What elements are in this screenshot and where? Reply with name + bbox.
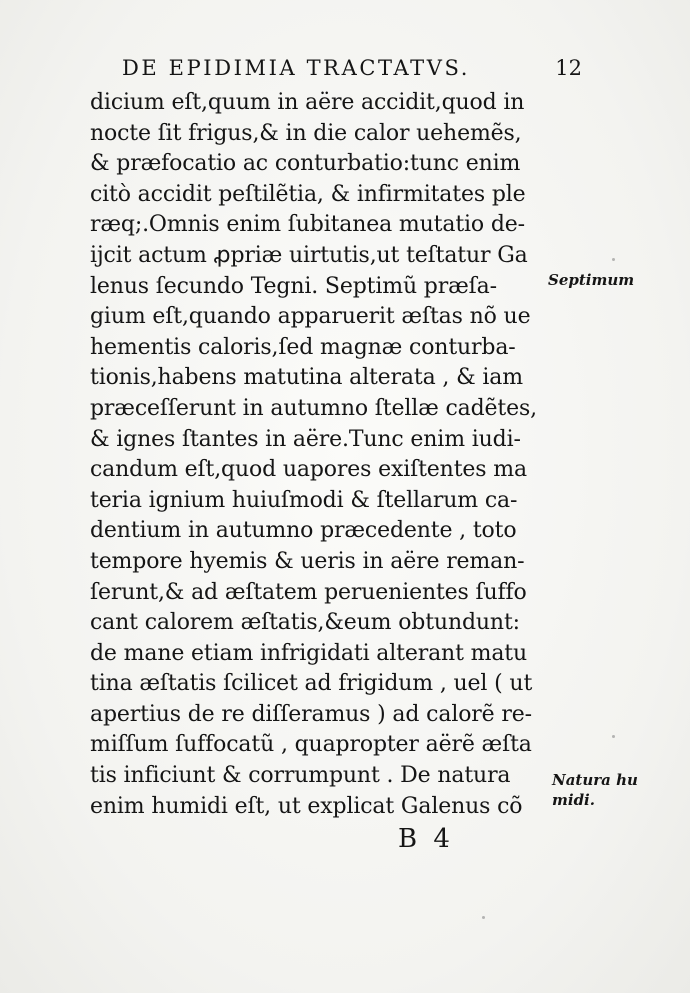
text-line: miſſum ſuffocatũ , quapropter aërẽ æſta [90,732,532,758]
paper-speck [612,258,615,261]
text-line: ſerunt,& ad æſtatem peruenientes ſuffo [90,579,527,605]
text-line: dentium in autumno præcedente , toto [90,518,517,544]
text-line: ijcit actum ꝓpriæ uirtutis,ut teſtatur Ga [90,242,528,268]
signature-mark: B 4 [398,824,454,854]
text-line: teria ignium huiuſmodi & ſtellarum ca- [90,487,518,513]
text-line: præceſſerunt in autumno ſtellæ cadẽtes, [90,395,537,421]
text-line: enim humidi eſt, ut explicat Galenus cõ [90,793,523,819]
main-text-block [90,88,550,822]
text-line: nocte ſit frigus,& in die calor uehemẽs, [90,120,522,146]
margin-note-line: midi. [552,791,595,809]
running-title: DE EPIDIMIA TRACTATVS. [122,56,470,80]
page-number: 12 [555,56,582,80]
text-line: gium eſt,quando apparuerit æſtas nõ ue [90,304,531,330]
text-line: & ignes ſtantes in aëre.Tunc enim iudi- [90,426,521,452]
running-header [122,56,582,88]
text-line: cant calorem æſtatis,&eum obtundunt: [90,610,520,636]
text-line: tis inficiunt & corrumpunt . De natura [90,763,511,789]
margin-note-line: Natura hu [552,771,638,789]
margin-note-text: Septimum [548,271,635,289]
text-line: citò accidit peſtilẽtia, & infirmitates ple [90,181,526,207]
text-line: candum eſt,quod uapores exiſtentes ma [90,457,527,483]
text-line: tempore hyemis & ueris in aëre reman- [90,548,525,574]
text-line: apertius de re diſſeramus ) ad calorẽ re- [90,701,532,727]
paper-speck [482,916,485,919]
margin-note-natura-humidi [552,770,638,810]
margin-note-septimum [548,270,634,290]
text-line: de mane etiam infrigidati alterant matu [90,640,527,666]
paper-speck [612,735,615,738]
text-line: tionis,habens matutina alterata , & iam [90,365,523,391]
text-line: lenus ſecundo Tegni. Septimũ præſa- [90,273,497,299]
text-line: tina æſtatis ſcilicet ad frigidum , uel ( ut [90,671,533,697]
text-line: ræq;.Omnis enim ſubitanea mutatio de- [90,212,525,238]
text-line: hementis caloris,ſed magnæ conturba- [90,334,516,360]
text-line: & præfocatio ac conturbatio:tunc enim [90,151,521,177]
text-line: dicium eſt,quum in aëre accidit,quod in [90,90,525,115]
